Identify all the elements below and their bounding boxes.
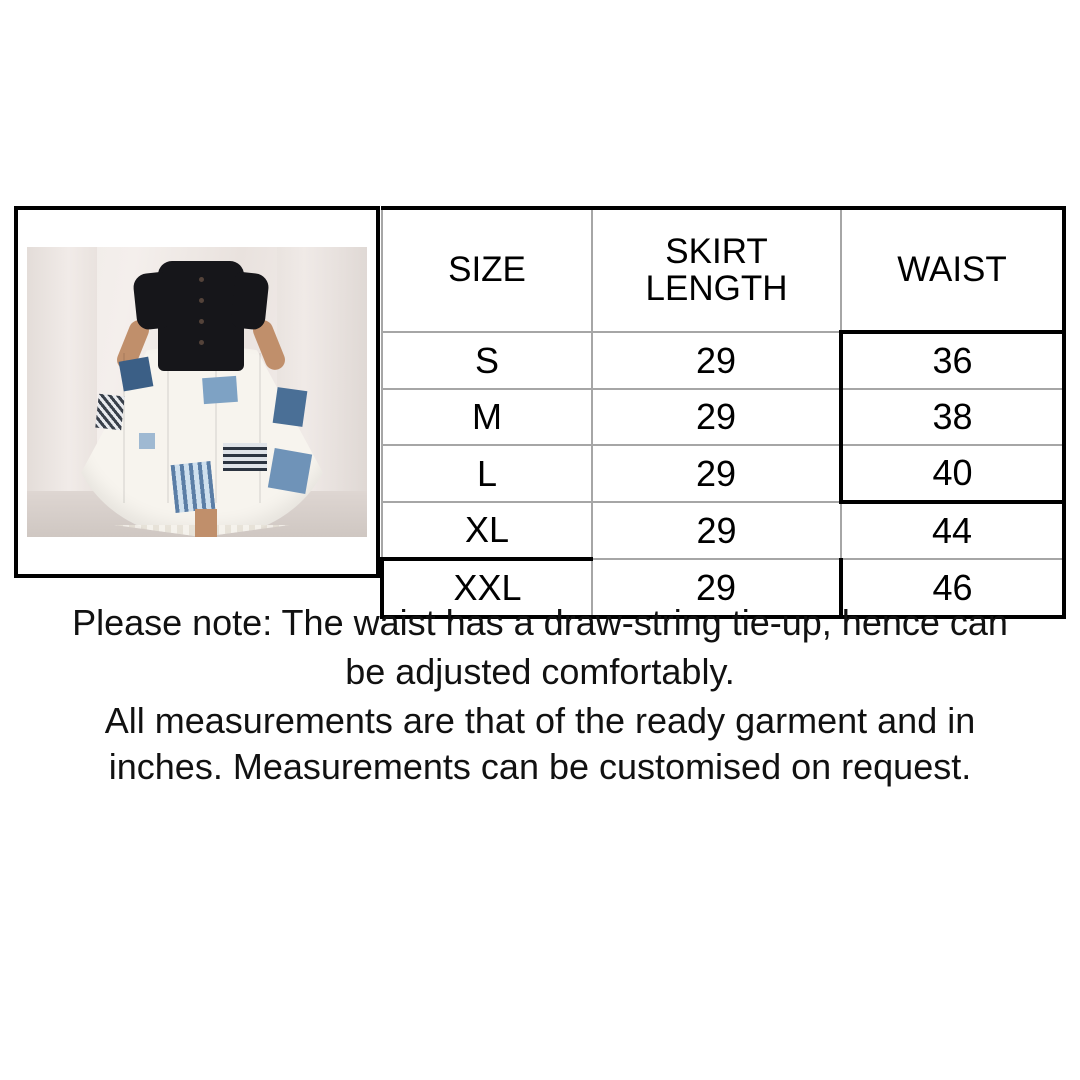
skirt-patch	[273, 387, 308, 427]
model-sleeve-left	[132, 271, 172, 330]
skirt-patch	[95, 394, 124, 431]
header-skirt-length-line2: LENGTH	[645, 268, 788, 308]
header-size: SIZE	[382, 208, 592, 332]
size-note	[0, 600, 1080, 791]
product-photo	[27, 247, 367, 537]
top-buttons	[199, 277, 204, 363]
table-row	[382, 389, 1064, 445]
cell-waist: 36	[841, 332, 1064, 389]
cell-waist: 40	[841, 445, 1064, 502]
skirt-patch	[268, 448, 312, 494]
note-line-4: inches. Measurements can be customised on request.	[108, 746, 972, 788]
skirt-patch	[171, 461, 216, 513]
skirt-patch	[223, 443, 267, 471]
skirt-patch	[202, 376, 238, 404]
cell-length: 29	[592, 445, 841, 502]
cell-size: L	[382, 445, 592, 502]
header-waist: WAIST	[841, 208, 1064, 332]
model-leg	[195, 509, 217, 537]
cell-size: M	[382, 389, 592, 445]
table-row	[382, 332, 1064, 389]
skirt-patch	[139, 433, 155, 449]
table-row	[382, 502, 1064, 559]
skirt-fold	[215, 353, 217, 503]
skirt-patch	[119, 357, 154, 392]
size-chart-block	[14, 206, 1066, 609]
cell-waist: 46	[841, 559, 1064, 617]
note-line-1: Please note: The waist has a draw-string tie-up, hence can	[72, 602, 1008, 643]
cell-waist: 44	[841, 502, 1064, 559]
cell-length: 29	[592, 389, 841, 445]
cell-size: XL	[382, 502, 592, 559]
cell-size: S	[382, 332, 592, 389]
cell-size: XXL	[382, 559, 592, 617]
model-sleeve-right	[230, 271, 270, 330]
cell-waist: 38	[841, 389, 1064, 445]
skirt-fold	[167, 353, 169, 503]
note-line-2: be adjusted comfortably.	[345, 650, 735, 692]
size-table-wrap	[380, 206, 1066, 609]
cell-length: 29	[592, 502, 841, 559]
note-line-3: All measurements are that of the ready garment and in	[104, 699, 976, 741]
product-photo-cell	[14, 206, 380, 578]
size-table	[380, 206, 1066, 619]
table-header-row	[382, 208, 1064, 332]
header-skirt-length-line1: SKIRT	[665, 231, 768, 271]
cell-length: 29	[592, 559, 841, 617]
table-row	[382, 445, 1064, 502]
cell-length: 29	[592, 332, 841, 389]
header-skirt-length	[592, 208, 841, 332]
skirt-fold	[259, 353, 261, 503]
